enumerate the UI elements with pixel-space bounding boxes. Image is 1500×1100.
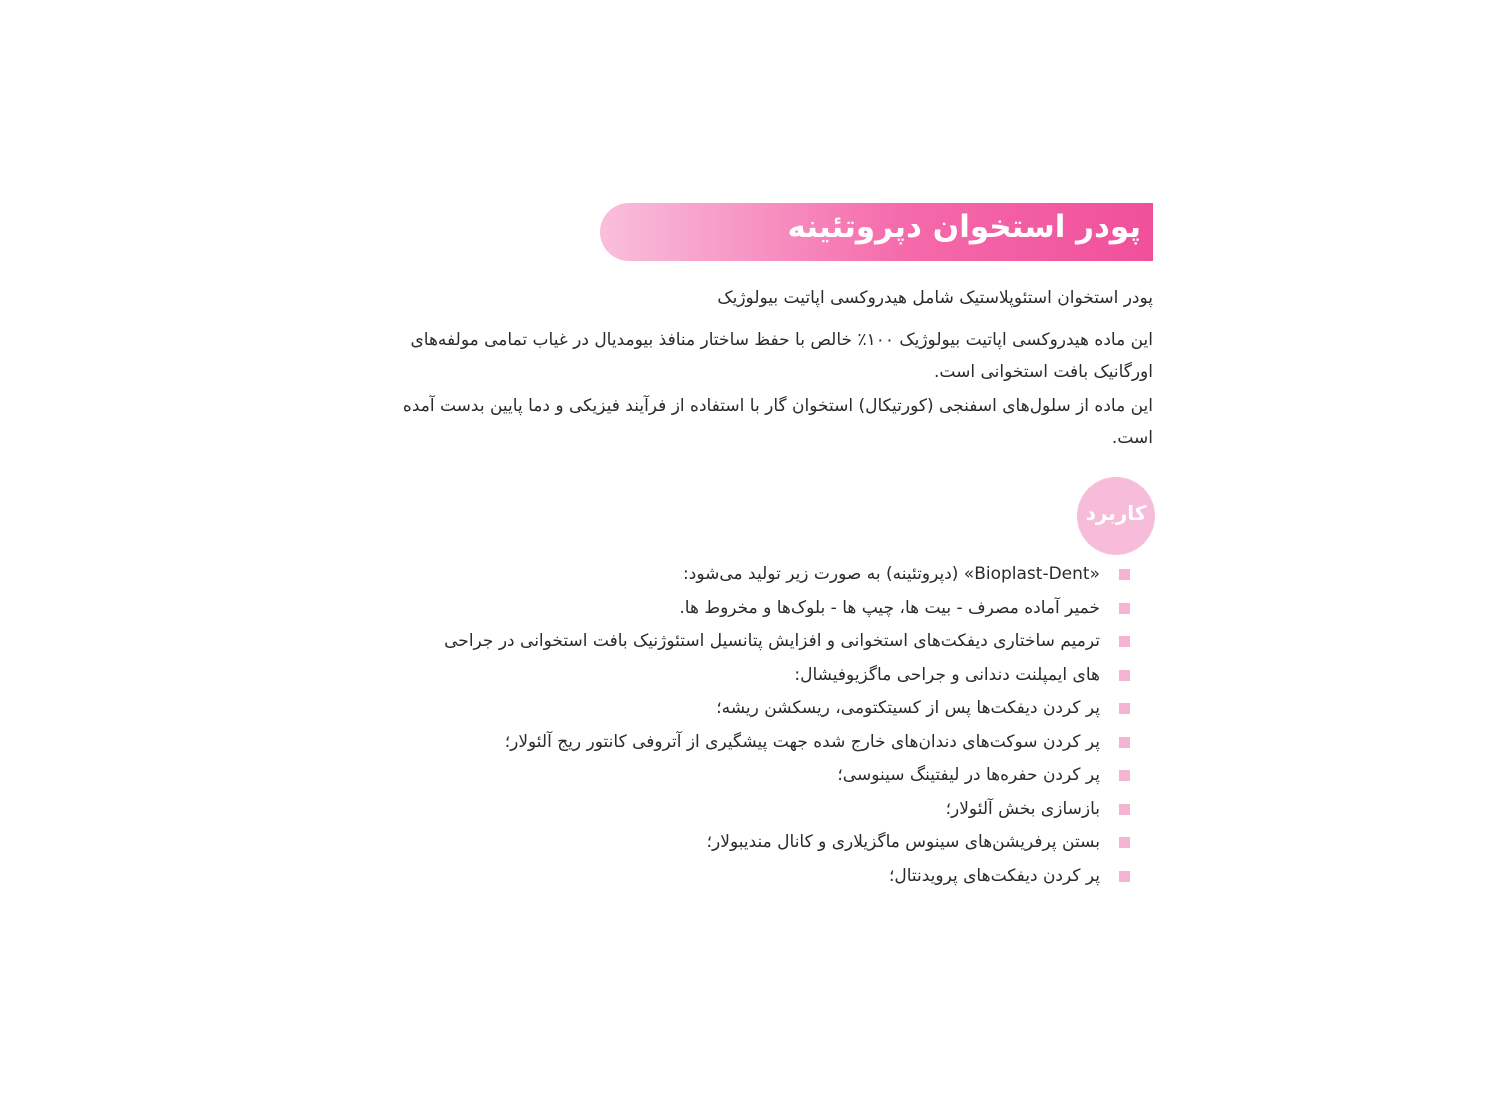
- list-item: [350, 793, 1130, 827]
- list-item: [350, 592, 1130, 626]
- page-title: پودر استخوان دپروتئینه: [787, 209, 1141, 245]
- list-item-text: های ایمپلنت دندانی و جراحی ماگزیوفیشال:: [794, 664, 1100, 685]
- square-bullet-icon: [1119, 703, 1130, 714]
- usage-badge: [1077, 477, 1155, 555]
- list-item-text: پر کردن حفره‌ها در لیفتینگ سینوسی؛: [837, 765, 1100, 785]
- square-bullet-icon: [1119, 804, 1130, 815]
- square-bullet-icon: [1119, 670, 1130, 681]
- square-bullet-icon: [1119, 770, 1130, 781]
- intro-paragraph-1: این ماده هیدروکسی اپاتیت بیولوژیک ۱۰۰٪ خالص با حفظ ساختار منافذ بیومدیال در غیاب تمامی مولفه‌های اورگانیک بافت استخوانی است.: [410, 330, 1153, 382]
- list-item-text: بستن پرفریشن‌های سینوس ماگزیلاری و کانال مندیبولار؛: [706, 832, 1100, 852]
- list-item: [350, 826, 1130, 860]
- list-item: [350, 692, 1130, 726]
- square-bullet-icon: [1119, 569, 1130, 580]
- list-item-text: بازسازی بخش آلئولار؛: [945, 798, 1100, 819]
- intro-section: [373, 282, 1153, 456]
- list-item-text: پر کردن سوکت‌های دندان‌های خارج شده جهت پیشگیری از آتروفی کانتور ریج آلئولار؛: [504, 731, 1100, 752]
- square-bullet-icon: [1119, 603, 1130, 614]
- square-bullet-icon: [1119, 871, 1130, 882]
- usage-label: کاربرد: [1085, 501, 1147, 525]
- square-bullet-icon: [1119, 837, 1130, 848]
- square-bullet-icon: [1119, 636, 1130, 647]
- intro-paragraph-2: این ماده از سلول‌های اسفنجی (کورتیکال) استخوان گار با استفاده از فرآیند فیزیکی و دما پایین بدست آمده است.: [402, 396, 1153, 448]
- title-banner: [600, 203, 1153, 261]
- list-item: [350, 759, 1130, 793]
- intro-subtitle: پودر استخوان استئوپلاستیک شامل هیدروکسی اپاتیت بیولوژیک: [717, 288, 1153, 308]
- list-item-text: ترمیم ساختاری دیفکت‌های استخوانی و افزایش پتانسیل استئوژنیک بافت استخوانی در جراحی: [444, 631, 1100, 651]
- list-item-text: پر کردن دیفکت‌ها پس از کسیتکتومی، ریسکشن ریشه؛: [716, 698, 1100, 718]
- usage-list: [350, 558, 1130, 893]
- list-item: [350, 558, 1130, 592]
- list-item: [350, 625, 1130, 659]
- list-item-text: پر کردن دیفکت‌های پرویدنتال؛: [888, 865, 1100, 886]
- list-item: [350, 860, 1130, 894]
- list-item: [350, 726, 1130, 760]
- square-bullet-icon: [1119, 737, 1130, 748]
- list-item-text: «Bioplast-Dent» (دپروتئینه) به صورت زیر تولید می‌شود:: [683, 564, 1100, 584]
- list-item: [350, 659, 1130, 693]
- list-item-text: خمیر آماده مصرف - بیت ها، چیپ ها - بلوک‌ها و مخروط ها.: [679, 597, 1100, 618]
